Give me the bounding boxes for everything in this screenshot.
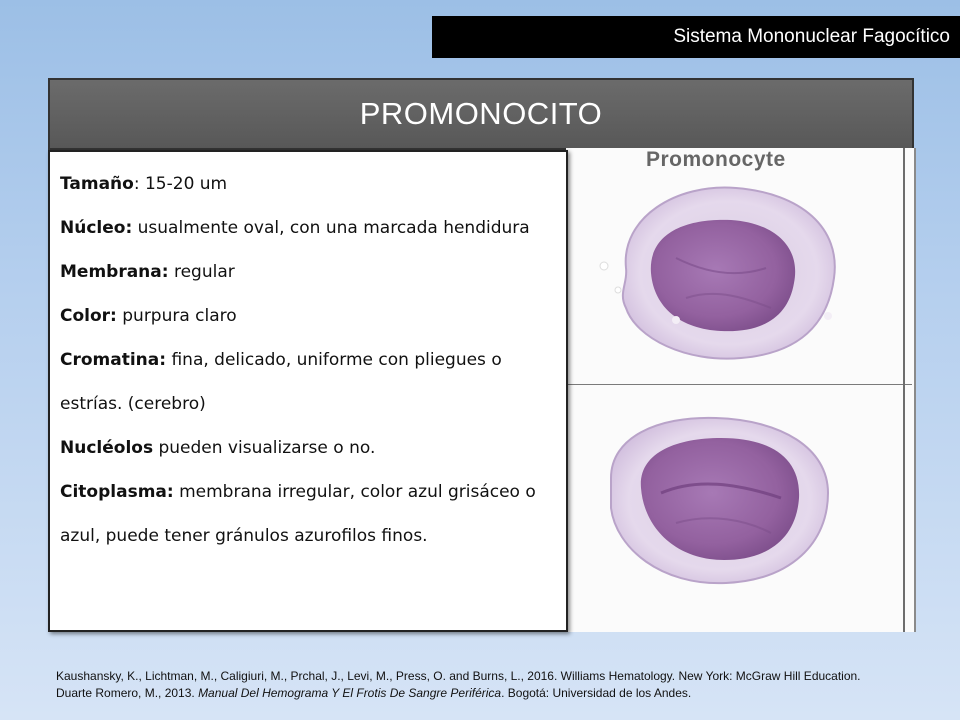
section-badge-text: Sistema Mononuclear Fagocítico	[673, 26, 950, 47]
reference-2: Duarte Romero, M., 2013. Manual Del Hemograma Y El Frotis De Sangre Periférica. Bogotá: Universidad de los Andes.	[56, 686, 692, 700]
section-badge	[432, 16, 960, 58]
desc-color: Color: purpura claro	[60, 306, 237, 326]
desc-membrane: Membrana: regular	[60, 262, 235, 282]
desc-size: Tamaño: 15-20 um	[60, 174, 228, 194]
slide-title: PROMONOCITO	[359, 96, 603, 131]
slide-title-bar	[48, 78, 914, 150]
figure-border-line	[903, 148, 905, 632]
description-box	[48, 150, 568, 632]
promonocyte-cell-lower	[611, 418, 828, 583]
promonocyte-figure	[566, 148, 916, 632]
references	[56, 668, 936, 702]
desc-chromatin: Cromatina: fina, delicado, uniforme con pliegues o estrías. (cerebro)	[60, 350, 502, 414]
desc-nucleoli: Nucléolos pueden visualizarse o no.	[60, 438, 376, 458]
desc-cytoplasm: Citoplasma: membrana irregular, color azul grisáceo o azul, puede tener gránulos azurofilos finos.	[60, 482, 536, 546]
promonocyte-cells-illustration	[566, 148, 914, 632]
figure-caption: Promonocyte	[646, 148, 786, 171]
figure-divider	[566, 384, 912, 385]
reference-1: Kaushansky, K., Lichtman, M., Caligiuri, M., Prchal, J., Levi, M., Press, O. and Burns, L., 2016. Williams Hematology. New York: McGraw Hill Education.	[56, 669, 861, 683]
desc-nucleus: Núcleo: usualmente oval, con una marcada hendidura	[60, 218, 530, 238]
promonocyte-cell-upper	[600, 188, 835, 359]
